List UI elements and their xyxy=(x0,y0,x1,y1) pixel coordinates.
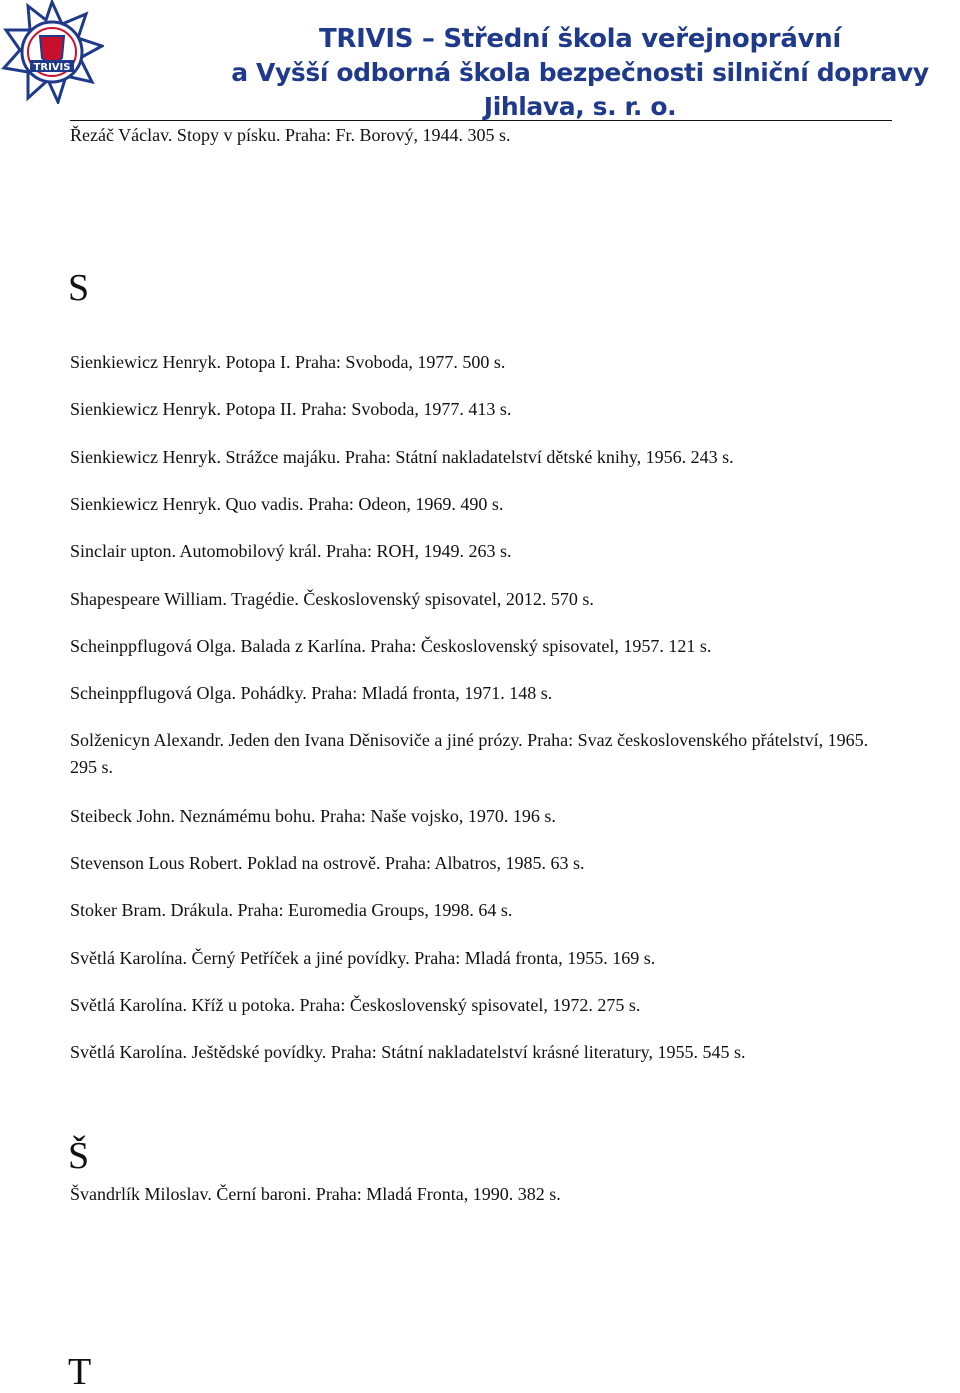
section-heading-s-caron: Š xyxy=(68,1135,90,1177)
header-divider xyxy=(70,120,892,121)
school-logo xyxy=(0,0,104,104)
bibliography-entry: Scheinppflugová Olga. Pohádky. Praha: Mladá fronta, 1971. 148 s. xyxy=(70,683,553,703)
school-header xyxy=(200,22,960,124)
bibliography-entry: Světlá Karolína. Kříž u potoka. Praha: Československý spisovatel, 1972. 275 s. xyxy=(70,995,641,1015)
bibliography-entry: Stoker Bram. Drákula. Praha: Euromedia Groups, 1998. 64 s. xyxy=(70,900,513,920)
bibliography-entry: Steibeck John. Neznámému bohu. Praha: Naše vojsko, 1970. 196 s. xyxy=(70,806,556,826)
bibliography-entry: Sienkiewicz Henryk. Potopa II. Praha: Svoboda, 1977. 413 s. xyxy=(70,399,512,419)
bibliography-entry: Shapespeare William. Tragédie. Československý spisovatel, 2012. 570 s. xyxy=(70,589,594,609)
bibliography-entry: Řezáč Václav. Stopy v písku. Praha: Fr. Borový, 1944. 305 s. xyxy=(70,125,511,145)
bibliography-entry: Světlá Karolína. Černý Petříček a jiné povídky. Praha: Mladá fronta, 1955. 169 s. xyxy=(70,948,656,968)
header-title-line2: a Vyšší odborná škola bezpečnosti silniční dopravy Jihlava, s. r. o. xyxy=(231,58,929,121)
bibliography-entry: Sienkiewicz Henryk. Quo vadis. Praha: Odeon, 1969. 490 s. xyxy=(70,494,504,514)
bibliography-entry: Švandrlík Miloslav. Černí baroni. Praha: Mladá Fronta, 1990. 382 s. xyxy=(70,1184,561,1204)
bibliography-entry: Světlá Karolína. Ještědské povídky. Praha: Státní nakladatelství krásné literatury, 1955. 545 s. xyxy=(70,1042,746,1062)
bibliography-entry: Sienkiewicz Henryk. Strážce majáku. Praha: Státní nakladatelství dětské knihy, 1956. 243 s. xyxy=(70,447,734,467)
bibliography-entry: Stevenson Lous Robert. Poklad na ostrově. Praha: Albatros, 1985. 63 s. xyxy=(70,853,585,873)
section-heading-t: T xyxy=(68,1351,92,1393)
bibliography-entry: Scheinppflugová Olga. Balada z Karlína. Praha: Československý spisovatel, 1957. 121 s. xyxy=(70,636,712,656)
section-heading-s: S xyxy=(68,267,90,309)
logo-text: TRIVIS xyxy=(33,62,71,73)
bibliography-entry: Solženicyn Alexandr. Jeden den Ivana Děnisoviče a jiné prózy. Praha: Svaz československého přátelství, 1965. 295 s. xyxy=(70,730,869,777)
bibliography-entry: Sinclair upton. Automobilový král. Praha: ROH, 1949. 263 s. xyxy=(70,541,512,561)
bibliography-entry: Sienkiewicz Henryk. Potopa I. Praha: Svoboda, 1977. 500 s. xyxy=(70,352,506,372)
header-title-line1: TRIVIS – Střední škola veřejnoprávní xyxy=(318,24,842,54)
